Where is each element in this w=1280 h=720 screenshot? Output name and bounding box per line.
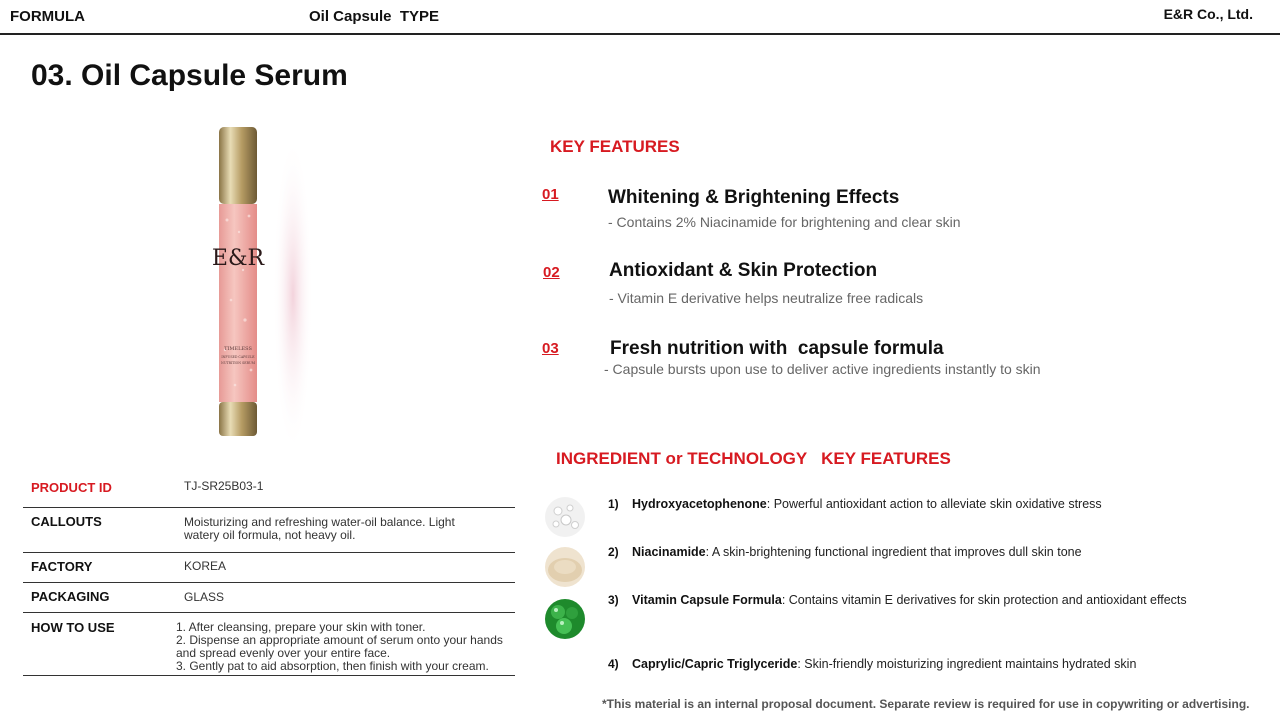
ingredient-item xyxy=(632,656,1202,672)
feature-number: 03 xyxy=(542,340,559,357)
spec-value xyxy=(176,613,515,676)
how-to-use-step: 1. After cleansing, prepare your skin with toner. xyxy=(176,620,426,634)
bottle-base xyxy=(219,402,257,436)
spec-value: GLASS xyxy=(184,590,225,604)
ingredient-features-title: INGREDIENT or TECHNOLOGY KEY FEATURES xyxy=(556,449,951,468)
ingredient-description: : Skin-friendly moisturizing ingredient maintains hydrated skin xyxy=(797,657,1137,671)
ingredient-description: : A skin-brightening functional ingredient that improves dull skin tone xyxy=(705,545,1082,559)
vitamin-capsule-image xyxy=(544,598,586,640)
ingredient-item xyxy=(632,544,1202,560)
bottle-label-2: INFUSED CAPSULE xyxy=(221,355,255,359)
how-to-use-step: 3. Gently pat to aid absorption, then finish with your cream. xyxy=(176,659,489,673)
spec-row-factory xyxy=(23,553,515,583)
header-type: Oil Capsule TYPE xyxy=(309,8,440,25)
header-company: E&R Co., Ltd. xyxy=(1163,6,1253,22)
feature-heading: Antioxidant & Skin Protection xyxy=(609,260,878,281)
spec-value: KOREA xyxy=(184,559,227,573)
ingredient-item xyxy=(632,592,1202,608)
spec-key: PRODUCT ID xyxy=(31,480,112,495)
disclaimer-note: *This material is an internal proposal document. Separate review is required for use in copywriting or advertising. xyxy=(602,697,1250,711)
spec-value: TJ-SR25B03-1 xyxy=(184,479,264,493)
feature-description: - Capsule bursts upon use to deliver active ingredients instantly to skin xyxy=(604,361,1041,377)
feature-number: 01 xyxy=(542,186,559,203)
spec-key: FACTORY xyxy=(31,559,93,574)
spec-row-callouts xyxy=(23,508,515,553)
ingredient-number: 2) xyxy=(608,545,619,559)
hydroxyacetophenone-image xyxy=(544,496,586,538)
ingredient-item xyxy=(632,496,1202,512)
feature-description: - Contains 2% Niacinamide for brightening and clear skin xyxy=(608,214,961,230)
bottle-label-1: TIMELESS xyxy=(224,346,252,352)
bottle-body xyxy=(219,204,257,402)
bottle-cap xyxy=(219,127,257,204)
spec-key: PACKAGING xyxy=(31,589,110,604)
spec-row-packaging xyxy=(23,583,515,613)
product-spec-table xyxy=(23,476,515,676)
feature-heading: Fresh nutrition with capsule formula xyxy=(610,338,944,359)
ingredient-number: 1) xyxy=(608,497,619,511)
feature-description: - Vitamin E derivative helps neutralize free radicals xyxy=(609,290,924,306)
page-title: 03. Oil Capsule Serum xyxy=(31,59,348,92)
bottle-shadow xyxy=(273,135,313,450)
ingredient-description: : Powerful antioxidant action to alleviate skin oxidative stress xyxy=(766,497,1102,511)
ingredient-name: Caprylic/Capric Triglyceride xyxy=(632,657,798,671)
header-formula: FORMULA xyxy=(10,8,85,25)
spec-row-product-id xyxy=(23,476,515,508)
spec-value: Moisturizing and refreshing water-oil balance. Light watery oil formula, not heavy oil. xyxy=(184,515,455,542)
spec-row-how-to-use xyxy=(23,613,515,676)
spec-key: HOW TO USE xyxy=(31,620,115,635)
key-features-title: KEY FEATURES xyxy=(550,137,680,156)
header-bar xyxy=(0,0,1280,35)
ingredient-name: Niacinamide xyxy=(632,545,706,559)
how-to-use-step: 2. Dispense an appropriate amount of serum onto your hands and spread evenly over your entire face. xyxy=(176,633,503,660)
bottle-label-3: NUTRITION SERUM xyxy=(221,361,255,365)
feature-number: 02 xyxy=(543,264,560,281)
spec-key: CALLOUTS xyxy=(31,514,102,529)
ingredient-name: Hydroxyacetophenone xyxy=(632,497,767,511)
feature-heading: Whitening & Brightening Effects xyxy=(608,187,900,208)
ingredient-number: 3) xyxy=(608,593,619,607)
ingredient-name: Vitamin Capsule Formula xyxy=(632,593,782,607)
niacinamide-powder-image xyxy=(544,546,586,588)
product-bottle-image xyxy=(205,120,325,450)
ingredient-number: 4) xyxy=(608,657,619,671)
bottle-logo: E&R xyxy=(211,246,265,271)
ingredient-description: : Contains vitamin E derivatives for skin protection and antioxidant effects xyxy=(781,593,1187,607)
